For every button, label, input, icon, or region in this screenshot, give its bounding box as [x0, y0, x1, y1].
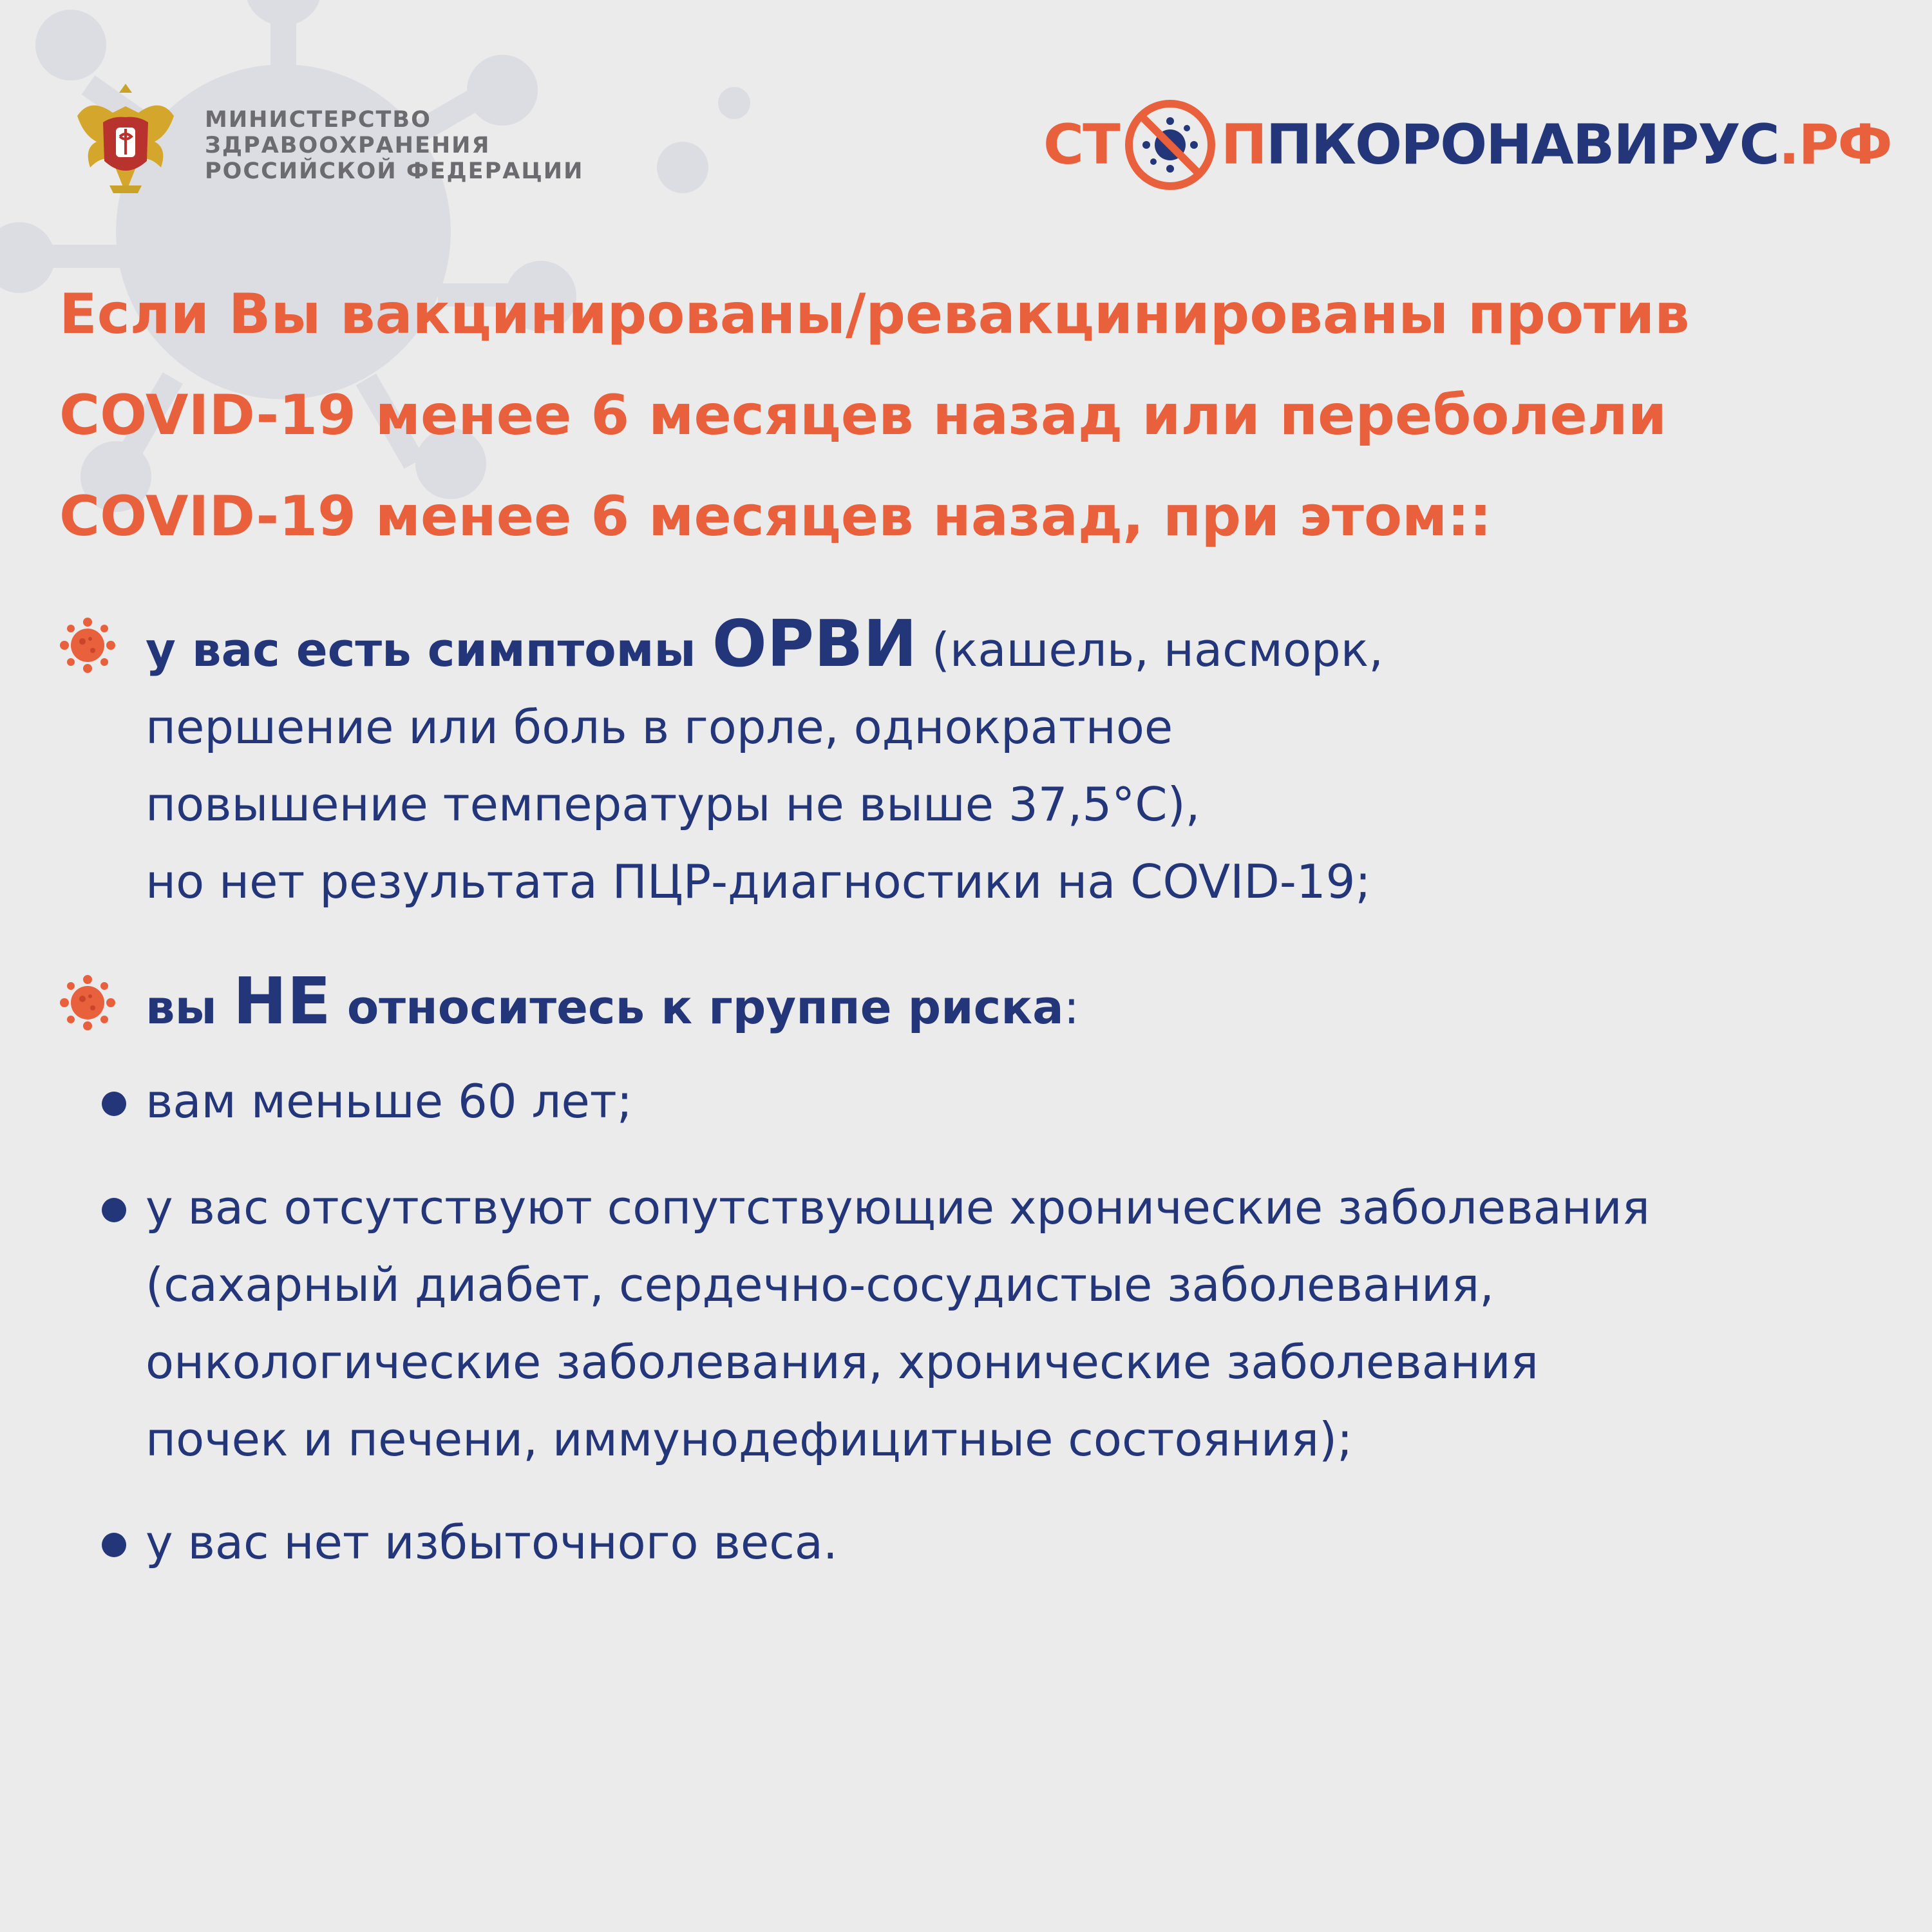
sub-item-line: (сахарный диабет, сердечно-сосудистые заболевания, — [146, 1258, 1495, 1312]
headline — [59, 264, 1901, 567]
bold-text: относитесь к группе риска — [330, 980, 1064, 1034]
bullet-dot — [102, 1198, 126, 1222]
logo-part-st: СТ — [1043, 113, 1119, 177]
virus-bullet-icon — [57, 614, 118, 676]
sub-item-line: почек и печени, иммунодефицитные состояния); — [146, 1412, 1353, 1466]
stopkoronavirus-logo — [1043, 93, 1891, 196]
header — [0, 0, 1932, 232]
bullet-risk-text — [146, 963, 1910, 1046]
sub-item-line: у вас отсутствуют сопутствующие хронические заболевания — [146, 1180, 1650, 1235]
bold-text: вы — [146, 980, 233, 1034]
bullet-dot — [102, 1092, 126, 1116]
logo-part-p: П — [1220, 113, 1266, 177]
headline-line: Если Вы вакцинированы/ревакцинированы против — [59, 282, 1690, 346]
normal-text: : — [1063, 980, 1080, 1034]
sub-item-text — [146, 1063, 632, 1140]
ministry-name — [205, 107, 583, 184]
ministry-line: ЗДРАВООХРАНЕНИЯ — [205, 133, 491, 158]
crossed-virus-icon — [1122, 97, 1218, 193]
sub-item-line: вам меньше 60 лет; — [146, 1074, 632, 1128]
normal-text: (кашель, насморк, — [916, 623, 1384, 677]
ministry-line: РОССИЙСКОЙ ФЕДЕРАЦИИ — [205, 158, 584, 184]
sub-item-line: у вас нет избыточного веса. — [146, 1515, 838, 1569]
sub-item-line: онкологические заболевания, хронические заболевания — [146, 1335, 1539, 1389]
bullet-symptoms-text — [146, 605, 1910, 920]
bullet-risk-line — [146, 963, 1910, 1046]
bullet-line: першение или боль в горле, однократное — [146, 700, 1173, 754]
bullet-symptoms-first-line — [146, 605, 1910, 688]
headline-line: COVID-19 менее 6 месяцев назад или переболели — [59, 383, 1667, 448]
ministry-line: МИНИСТЕРСТВО — [205, 107, 431, 133]
bullet-line: повышение температуры не выше 37,5°С), — [146, 777, 1200, 831]
logo-part-rf: .РФ — [1778, 113, 1891, 177]
ministry-emblem-icon — [64, 77, 187, 206]
headline-line: COVID-19 менее 6 месяцев назад, при этом:: — [59, 484, 1492, 549]
bullet-dot — [102, 1533, 126, 1557]
bold-big-text: НЕ — [232, 963, 331, 1039]
virus-bullet-icon — [57, 972, 118, 1034]
bullet-line: но нет результата ПЦР-диагностики на COVID-19; — [146, 855, 1371, 909]
logo-part-koronavirus: ПКОРОНАВИРУС — [1265, 113, 1779, 177]
bold-big-text: ОРВИ — [712, 606, 917, 681]
sub-item-text — [146, 1169, 1650, 1478]
bold-text: у вас есть симптомы — [146, 623, 712, 677]
sub-item-text — [146, 1504, 838, 1581]
